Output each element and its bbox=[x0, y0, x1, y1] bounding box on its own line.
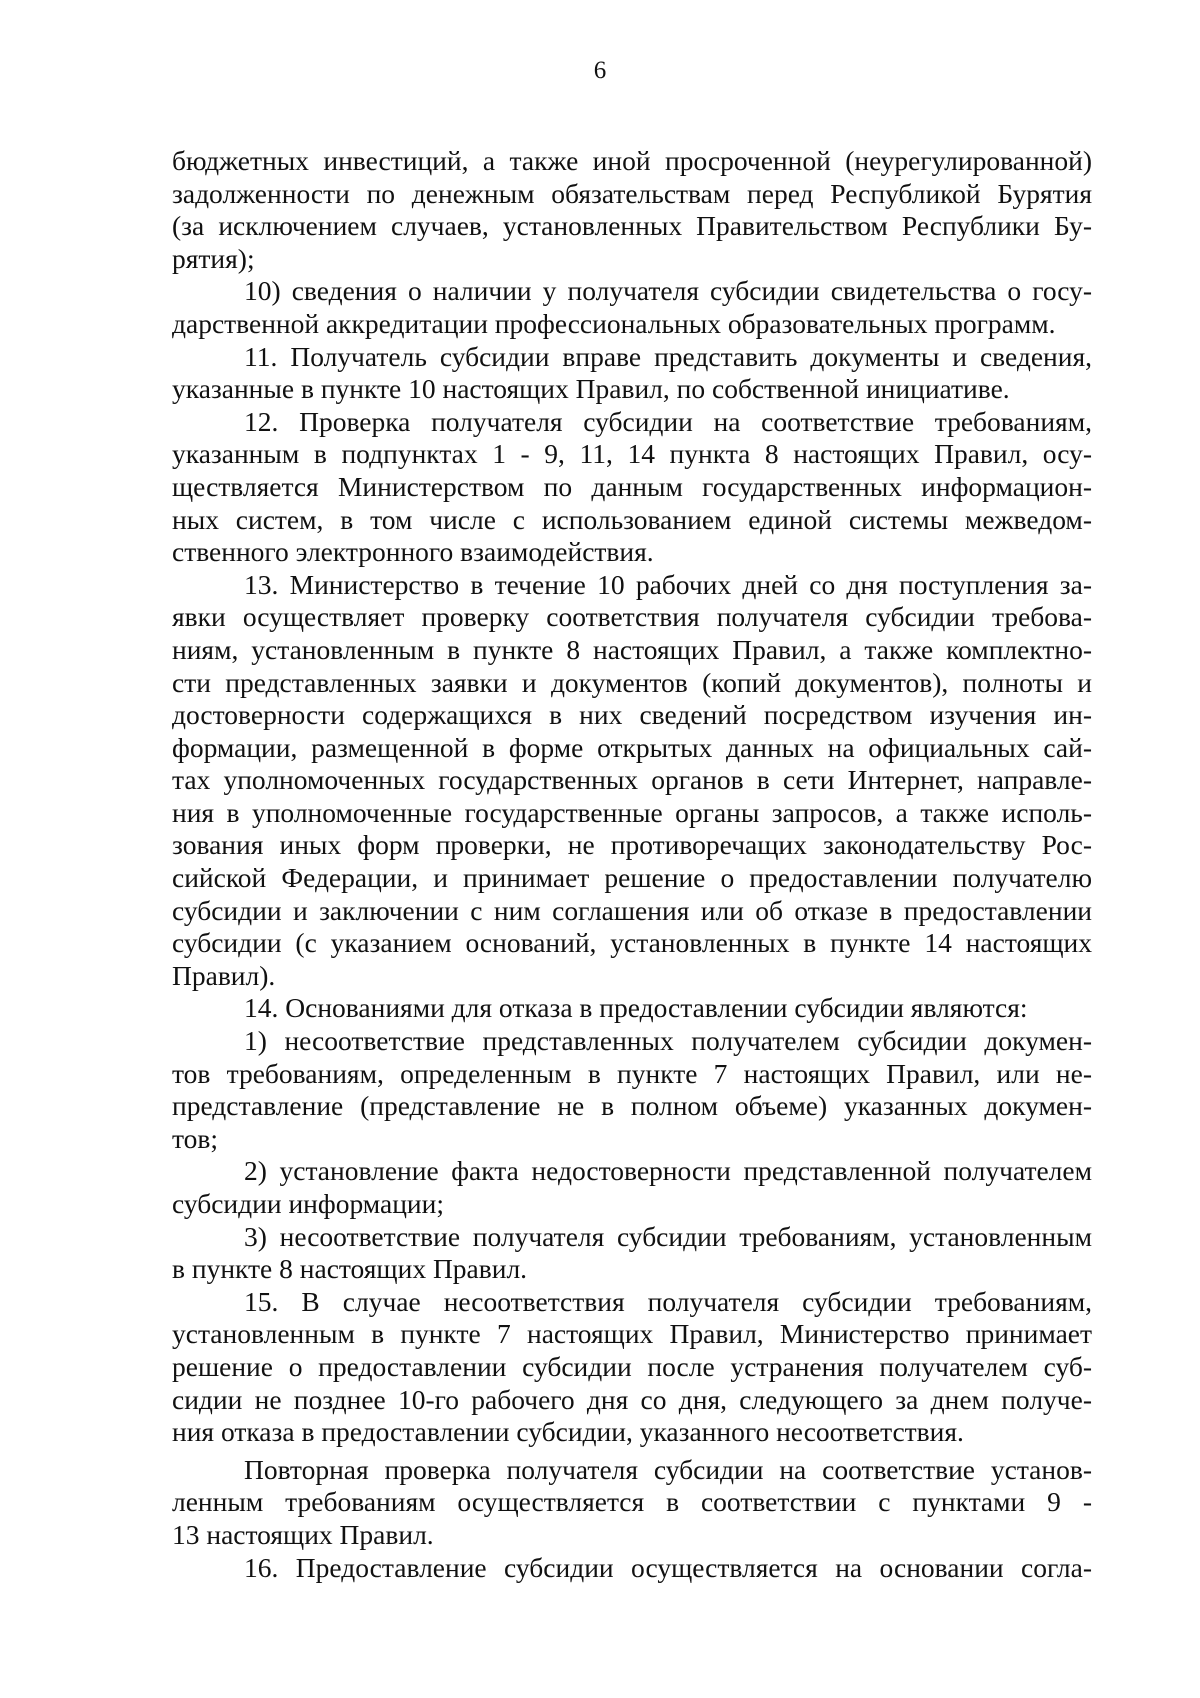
text-line: Правил). bbox=[172, 959, 276, 991]
text-line: ленным требованиям осуществляется в соответствии с пунктами 9 - bbox=[172, 1486, 1092, 1518]
text-line: субсидии (с указанием оснований, установленных в пункте 14 настоящих bbox=[172, 927, 1092, 959]
text-line: 13 настоящих Правил. bbox=[172, 1518, 434, 1550]
text-line: субсидии информации; bbox=[172, 1188, 444, 1219]
text-line: сидии не позднее 10-го рабочего дня со дня, следующего за днем получе- bbox=[172, 1383, 1092, 1415]
text-line: достоверности содержащихся в них сведений посредством изучения ин- bbox=[172, 699, 1092, 731]
text-line: 2) установление факта недостоверности представленной получателем bbox=[244, 1155, 1092, 1187]
text-line: тах уполномоченных государственных органов в сети Интернет, направле- bbox=[172, 764, 1092, 796]
text-line: ных систем, в том числе с использованием единой системы межведом- bbox=[172, 503, 1092, 535]
text-line: решение о предоставлении субсидии после устранения получателем суб- bbox=[172, 1350, 1092, 1382]
text-line: сийской Федерации, и принимает решение о предоставлении получателю bbox=[172, 862, 1092, 894]
text-line: ния отказа в предоставлении субсидии, указанного несоответствия. bbox=[172, 1416, 964, 1448]
text-line: зования иных форм проверки, не противоречащих законодательству Рос- bbox=[172, 829, 1092, 861]
text-line: установленным в пункте 7 настоящих Правил, Министерство принимает bbox=[172, 1318, 1092, 1350]
text-line: представление (представление не в полном объеме) указанных докумен- bbox=[172, 1090, 1092, 1122]
text-line: в пункте 8 настоящих Правил. bbox=[172, 1253, 528, 1285]
text-line: дарственной аккредитации профессиональных образовательных программ. bbox=[172, 307, 1056, 339]
text-line: ниям, установленным в пункте 8 настоящих Правил, а также комплектно- bbox=[172, 633, 1092, 665]
text-line: 1) несоответствие представленных получателем субсидии докумен- bbox=[244, 1025, 1092, 1057]
text-line: указанным в подпунктах 1 - 9, 11, 14 пункта 8 настоящих Правил, осу- bbox=[172, 438, 1092, 470]
text-line: 3) несоответствие получателя субсидии требованиям, установленным bbox=[244, 1220, 1092, 1252]
text-line: задолженности по денежным обязательствам перед Республикой Бурятия bbox=[172, 177, 1092, 209]
text-line: 12. Проверка получателя субсидии на соответствие требованиям, bbox=[244, 405, 1092, 437]
text-line: Повторная проверка получателя субсидии на соответствие установ- bbox=[244, 1453, 1092, 1485]
text-line: явки осуществляет проверку соответствия получателя субсидии требова- bbox=[172, 601, 1092, 633]
text-line: субсидии и заключении с ним соглашения или об отказе в предоставлении bbox=[172, 894, 1092, 926]
text-line: ственного электронного взаимодействия. bbox=[172, 536, 654, 568]
text-line: 10) сведения о наличии у получателя субсидии свидетельства о госу- bbox=[244, 275, 1092, 307]
text-line: указанные в пункте 10 настоящих Правил, по собственной инициативе. bbox=[172, 373, 1010, 405]
text-line: (за исключением случаев, установленных Правительством Республики Бу- bbox=[172, 210, 1092, 242]
text-line: ществляется Министерством по данным государственных информацион- bbox=[172, 470, 1092, 502]
text-line: тов; bbox=[172, 1122, 219, 1154]
document-body bbox=[172, 145, 1092, 1584]
text-line: тов требованиям, определенным в пункте 7 настоящих Правил, или не- bbox=[172, 1057, 1092, 1089]
text-line: сти представленных заявки и документов (копий документов), полноты и bbox=[172, 666, 1092, 698]
text-line: рятия); bbox=[172, 242, 255, 274]
text-line: 14. Основаниями для отказа в предоставлении субсидии являются: bbox=[244, 992, 1028, 1024]
text-line: 16. Предоставление субсидии осуществляется на основании согла- bbox=[244, 1551, 1092, 1583]
text-line: 13. Министерство в течение 10 рабочих дней со дня поступления за- bbox=[244, 568, 1092, 600]
text-line: 15. В случае несоответствия получателя субсидии требованиям, bbox=[244, 1285, 1092, 1317]
text-line: ния в уполномоченные государственные органы запросов, а также исполь- bbox=[172, 796, 1092, 828]
text-line: формации, размещенной в форме открытых данных на официальных сай- bbox=[172, 731, 1092, 763]
text-line: бюджетных инвестиций, а также иной просроченной (неурегулированной) bbox=[172, 145, 1092, 176]
page-number: 6 bbox=[593, 57, 607, 84]
text-line: 11. Получатель субсидии вправе представить документы и сведения, bbox=[244, 340, 1092, 372]
